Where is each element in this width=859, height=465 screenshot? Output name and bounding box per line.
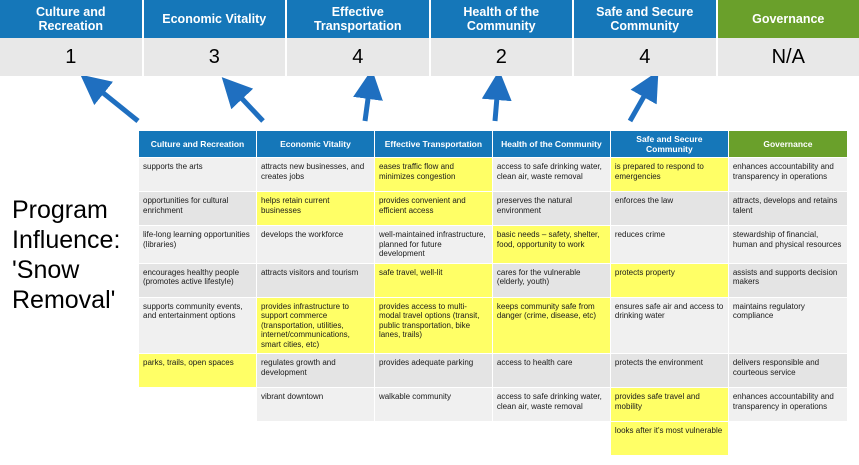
- matrix-cell: attracts, develops and retains talent: [728, 192, 847, 226]
- score-health-of-the-community: 2: [431, 38, 575, 76]
- matrix-header-health-of-the-community: Health of the Community: [492, 131, 610, 158]
- matrix-cell: provides access to multi-modal travel options (transit, public transportation, bike lanes, trails): [374, 297, 492, 354]
- header-effective-transportation: Effective Transportation: [287, 0, 431, 38]
- matrix-header-effective-transportation: Effective Transportation: [374, 131, 492, 158]
- score-economic-vitality: 3: [144, 38, 288, 76]
- matrix-cell: supports the arts: [139, 158, 257, 192]
- matrix-header-culture-and-recreation: Culture and Recreation: [139, 131, 257, 158]
- matrix-cell: supports community events, and entertainment options: [139, 297, 257, 354]
- program-influence-caption: Program Influence: 'Snow Removal': [12, 196, 121, 314]
- matrix-cell: access to safe drinking water, clean air, waste removal: [492, 388, 610, 422]
- arrow-economic-vitality: [232, 88, 263, 121]
- matrix-cell: provides convenient and efficient access: [374, 192, 492, 226]
- score-governance: N/A: [718, 38, 859, 76]
- matrix-cell: enforces the law: [610, 192, 728, 226]
- matrix-cell: walkable community: [374, 388, 492, 422]
- matrix-cell: stewardship of financial, human and physical resources: [728, 226, 847, 264]
- matrix-cell: basic needs – safety, shelter, food, opportunity to work: [492, 226, 610, 264]
- matrix-cell: delivers responsible and courteous service: [728, 354, 847, 388]
- matrix-cell: [492, 422, 610, 456]
- matrix-cell: encourages healthy people (promotes active lifestyle): [139, 263, 257, 297]
- matrix-cell: protects property: [610, 263, 728, 297]
- matrix-cell: ensures safe air and access to drinking water: [610, 297, 728, 354]
- arrow-safe-and-secure-community: [630, 84, 651, 121]
- score-effective-transportation: 4: [287, 38, 431, 76]
- arrow-culture-and-recreation: [92, 84, 138, 121]
- matrix-header-row: [139, 131, 848, 158]
- header-economic-vitality: Economic Vitality: [144, 0, 288, 38]
- matrix-cell: maintains regulatory compliance: [728, 297, 847, 354]
- score-culture-and-recreation: 1: [0, 38, 144, 76]
- matrix-cell: parks, trails, open spaces: [139, 354, 257, 388]
- matrix-cell: well-maintained infrastructure, planned for future development: [374, 226, 492, 264]
- table-row: [139, 297, 848, 354]
- matrix-cell: looks after it's most vulnerable: [610, 422, 728, 456]
- arrow-effective-transportation: [365, 84, 370, 121]
- matrix-body: [139, 158, 848, 456]
- matrix-cell: safe travel, well-lit: [374, 263, 492, 297]
- matrix-cell: access to health care: [492, 354, 610, 388]
- matrix-cell: provides safe travel and mobility: [610, 388, 728, 422]
- matrix-cell: enhances accountability and transparency in operations: [728, 158, 847, 192]
- matrix-cell: reduces crime: [610, 226, 728, 264]
- matrix-cell: preserves the natural environment: [492, 192, 610, 226]
- table-row: [139, 192, 848, 226]
- matrix-cell: [374, 422, 492, 456]
- score-values-band: [0, 38, 859, 76]
- matrix-cell: protects the environment: [610, 354, 728, 388]
- header-safe-and-secure-community: Safe and Secure Community: [574, 0, 718, 38]
- matrix-cell: is prepared to respond to emergencies: [610, 158, 728, 192]
- matrix-cell: eases traffic flow and minimizes congestion: [374, 158, 492, 192]
- table-row: [139, 263, 848, 297]
- table-row: [139, 422, 848, 456]
- table-row: [139, 158, 848, 192]
- matrix-cell: vibrant downtown: [256, 388, 374, 422]
- matrix-cell: keeps community safe from danger (crime, disease, etc): [492, 297, 610, 354]
- matrix-cell: assists and supports decision makers: [728, 263, 847, 297]
- matrix-cell: attracts visitors and tourism: [256, 263, 374, 297]
- arrow-health-of-the-community: [495, 85, 498, 121]
- header-health-of-the-community: Health of the Community: [431, 0, 575, 38]
- matrix-cell: provides infrastructure to support commerce (transportation, utilities, internet/communications, smart cities, etc): [256, 297, 374, 354]
- matrix-cell: cares for the vulnerable (elderly, youth): [492, 263, 610, 297]
- matrix-cell: helps retain current businesses: [256, 192, 374, 226]
- matrix-cell: [728, 422, 847, 456]
- matrix-cell: regulates growth and development: [256, 354, 374, 388]
- table-row: [139, 388, 848, 422]
- table-row: [139, 226, 848, 264]
- matrix-cell: provides adequate parking: [374, 354, 492, 388]
- matrix-cell: develops the workforce: [256, 226, 374, 264]
- matrix-header-economic-vitality: Economic Vitality: [256, 131, 374, 158]
- score-header-band: [0, 0, 859, 38]
- score-safe-and-secure-community: 4: [574, 38, 718, 76]
- outcomes-matrix-table: [138, 130, 848, 456]
- arrow-group: [0, 76, 859, 128]
- matrix-cell: [139, 388, 257, 422]
- matrix-cell: life-long learning opportunities (libraries): [139, 226, 257, 264]
- header-culture-and-recreation: Culture and Recreation: [0, 0, 144, 38]
- matrix-cell: [139, 422, 257, 456]
- matrix-cell: attracts new businesses, and creates jobs: [256, 158, 374, 192]
- table-row: [139, 354, 848, 388]
- matrix-header-safe-and-secure-community: Safe and Secure Community: [610, 131, 728, 158]
- matrix-cell: opportunities for cultural enrichment: [139, 192, 257, 226]
- matrix-cell: access to safe drinking water, clean air, waste removal: [492, 158, 610, 192]
- matrix-header-governance: Governance: [728, 131, 847, 158]
- matrix-cell: [256, 422, 374, 456]
- header-governance: Governance: [718, 0, 859, 38]
- matrix-cell: enhances accountability and transparency in operations: [728, 388, 847, 422]
